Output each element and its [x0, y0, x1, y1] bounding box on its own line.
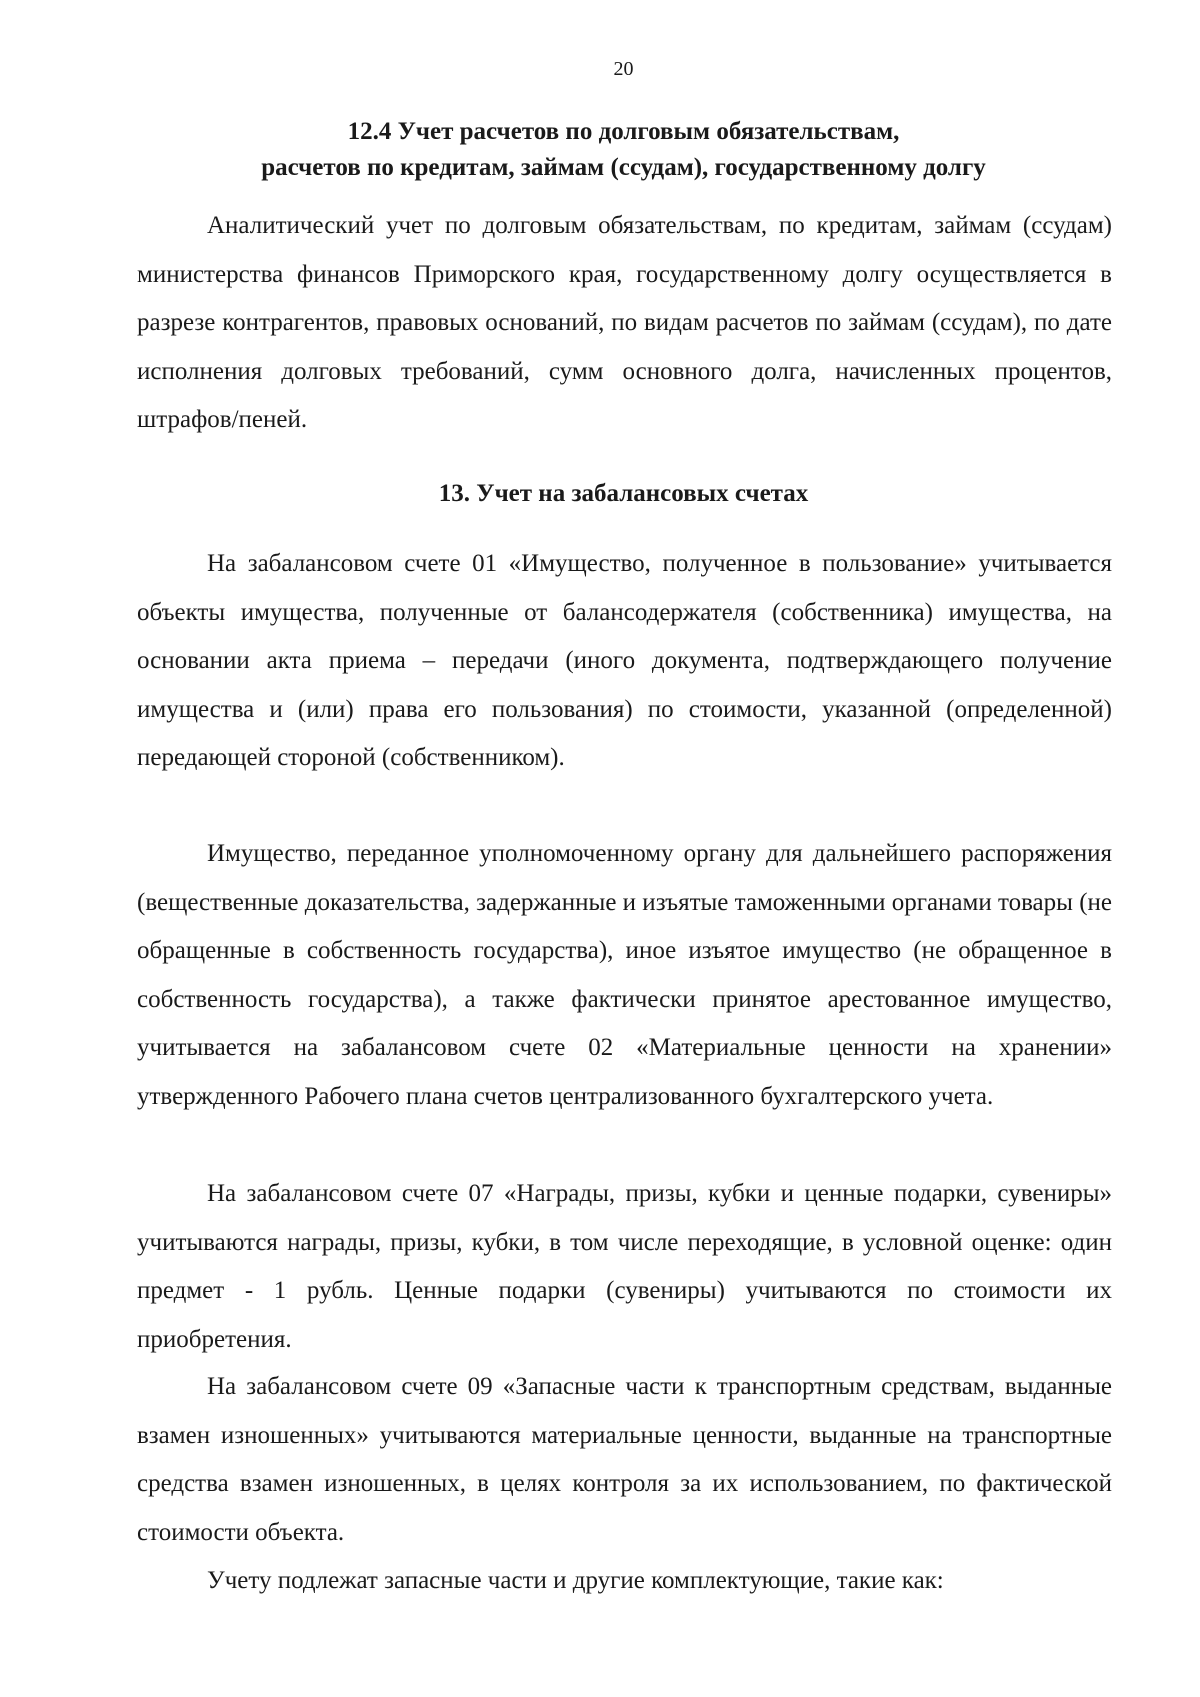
section-13-paragraph-account-07: На забалансовом счете 07 «Награды, призы, кубки и ценные подарки, сувениры» учитываются награды, призы, кубки, в том числе переходящие, в условной оценке: один предмет - 1 рубль. Ценные подарки (сувениры) учитываются по стоимости их приобретения. — [137, 1180, 1112, 1353]
section-12-4-heading-line1: 12.4 Учет расчетов по долговым обязательствам, — [347, 118, 900, 145]
section-13-paragraph-account-01: На забалансовом счете 01 «Имущество, полученное в пользование» учитывается объекты имущества, полученные от балансодержателя (собственника) имущества, на основании акта приема – передачи (иного документа, подтверждающего получение имущества и (или) права его пользования) по стоимости, указанной (определенной) передающей стороной (собственником). — [137, 550, 1112, 771]
section-13-heading: 13. Учет на забалансовых счетах — [438, 480, 809, 507]
section-13-paragraph-spare-parts: Учету подлежат запасные части и другие комплектующие, такие как: — [207, 1567, 944, 1594]
section-12-4-paragraph: Аналитический учет по долговым обязательствам, по кредитам, займам (ссудам) министерства финансов Приморского края, государственному долгу осуществляется в разрезе контрагентов, правовых оснований, по видам расчетов по займам (ссудам), по дате исполнения долговых требований, сумм основного долга, начисленных процентов, штрафов/пеней. — [137, 212, 1112, 433]
page-number: 20 — [613, 58, 634, 80]
section-12-4-heading — [0, 114, 1200, 186]
section-13-paragraph-account-02: Имущество, переданное уполномоченному органу для дальнейшего распоряжения (вещественные доказательства, задержанные и изъятые таможенными органами товары (не обращенные в собственность государства), иное изъятое имущество (не обращенное в собственность государства), а также фактически принятое арестованное имущество, учитывается на забалансовом счете 02 «Материальные ценности на хранении» утвержденного Рабочего плана счетов централизованного бухгалтерского учета. — [137, 840, 1112, 1110]
section-13-paragraph-account-09: На забалансовом счете 09 «Запасные части к транспортным средствам, выданные взамен изношенных» учитываются материальные ценности, выданные на транспортные средства взамен изношенных, в целях контроля за их использованием, по фактической стоимости объекта. — [137, 1373, 1112, 1546]
section-12-4-heading-line2: расчетов по кредитам, займам (ссудам), государственному долгу — [261, 154, 986, 181]
